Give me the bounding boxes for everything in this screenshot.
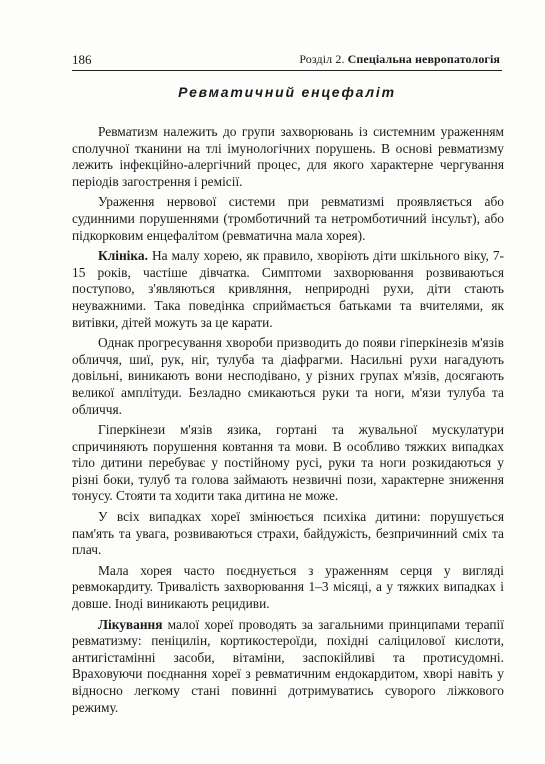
chapter-heading (299, 52, 500, 67)
paragraph (72, 617, 504, 717)
paragraph-text: Гіперкінези м'язів язика, гортані та жувальної мускулатури спричиняють порушення ковтання та мови. В особливо тяжких випадках тіло дитини перебуває у постійному русі, руки та ноги розкидаються у різні боки, тулуб та голова займають незвичні пози, характерне зниження тонусу. Стояти та ходити така дитина не може. (72, 422, 504, 504)
paragraph-lead: Клініка. (98, 248, 148, 264)
body-text (72, 124, 504, 720)
paragraph-text: Ураження нервової системи при ревматизмі проявляється або судинними порушеннями (тромботичний та нетромботичний інсульт), або підкорковим енцефалітом (ревматична мала хорея). (72, 194, 504, 243)
paragraph-lead: Лікування (98, 616, 163, 632)
paragraph (72, 422, 504, 505)
paragraph-text: малої хореї проводять за загальними принципами терапії ревматизму: пеніцилін, кортикостероїди, похідні саліцилової кислоти, антигістамінні засоби, вітаміни, заспокійливі та протисудомні. Враховуючи поєднання хореї з ревматичним ендокардитом, хворі навіть у відносно легкому стані повинні дотримуватись суворого ліжкового режиму. (72, 616, 504, 715)
paragraph-text: На малу хорею, як правило, хворіють діти шкільного віку, 7-15 років, частіше дівчатка. Симптоми захворювання розвиваються поступово, з'являються кривляння, неприродні рухи, діти стають неуважними. Така поведінка сприймається батьками та вчителями, як витівки, дітей можуть за це карати. (72, 248, 504, 330)
chapter-label: Розділ 2. (299, 52, 345, 66)
chapter-title: Спеціальна невропатологія (347, 52, 500, 66)
paragraph (72, 335, 504, 418)
running-head (72, 50, 502, 71)
paragraph (72, 248, 504, 331)
page-number: 186 (72, 52, 92, 67)
paragraph (72, 563, 504, 613)
paragraph-text: У всіх випадках хореї змінюється психіка дитини: порушується пам'ять та увага, розвиваються страхи, байдужість, безпричинний сміх та плач. (72, 509, 504, 558)
paragraph (72, 194, 504, 244)
paragraph-text: Ревматизм належить до групи захворювань із системним ураженням сполучної тканини на тлі імунологічних порушень. В основі ревматизму лежить інфекційно-алергічний процес, для якого характерне чергування періодів загострення і ремісії. (72, 124, 504, 189)
paragraph (72, 509, 504, 559)
section-title: Ревматичний енцефаліт (178, 84, 396, 100)
paragraph (72, 124, 504, 190)
paragraph-text: Однак прогресування хвороби призводить до появи гіперкінезів м'язів обличчя, шиї, рук, ніг, тулуба та діафрагми. Насильні рухи нагадують довільні, виникають вони несподівано, у різних групах м'язів, досягають великої амплітуди. Безладно смикаються руки та ноги, м'язи тулуба та обличчя. (72, 335, 504, 417)
paragraph-text: Мала хорея часто поєднується з ураженням серця у вигляді ревмокардиту. Тривалість захворювання 1–3 місяці, а у тяжких випадках і довше. Іноді виникають рецидиви. (72, 562, 504, 612)
